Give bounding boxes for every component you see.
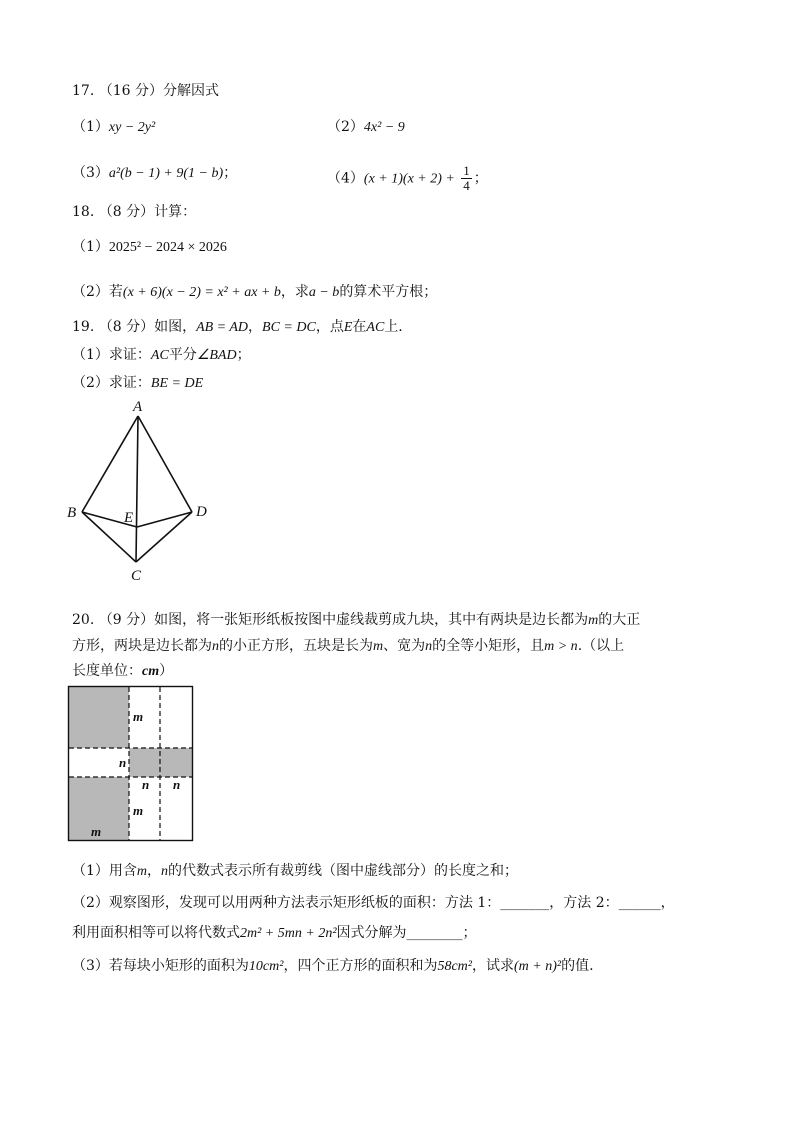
q20-part3	[72, 957, 594, 976]
q19-heading	[72, 318, 403, 337]
segment-ad	[138, 416, 192, 512]
q20-line2-c: 、宽为	[383, 638, 426, 654]
q17-part3	[72, 164, 237, 183]
q17-part4-expression: (x + 1)(x + 2) +	[363, 171, 455, 187]
fraction-numerator: 1	[463, 163, 470, 178]
kite-figure	[60, 394, 220, 586]
q19-heading-c: ，	[248, 319, 263, 335]
q20-part3-expr2: 58cm²	[437, 959, 472, 974]
q19-part1-mid: 平分	[168, 347, 197, 363]
q20-part3-b: ，四个正方形的面积和为	[283, 958, 438, 974]
q20-line1	[72, 611, 640, 630]
q18-part2-end: 的算术平方根；	[339, 284, 438, 300]
q17-part4-fraction	[461, 164, 472, 193]
q19-part1-expression2: ∠BAD	[196, 348, 237, 363]
q20-part2-line2-a: 利用面积相等可以将代数式	[72, 925, 240, 941]
q20-part1	[72, 862, 518, 881]
q20-line2-b: 的小正方形，五块是长为	[219, 638, 373, 654]
q17-part3-expression: a²(b − 1) + 9(1 − b)	[108, 166, 224, 181]
label-c: C	[131, 568, 142, 584]
q20-part1-b: ，	[147, 863, 162, 879]
q20-part2-line2-b: 因式分解为________；	[336, 925, 477, 941]
q18-part1-label: （1）	[72, 239, 109, 255]
q19-heading-a: 19. （8 分）如图，	[72, 319, 197, 335]
q20-line2-e: .（以上	[577, 638, 625, 654]
label-a: A	[133, 399, 143, 415]
q20-line1-var: m	[588, 613, 599, 628]
q19-part1-expression: AC	[150, 348, 169, 363]
q20-part1-n: n	[161, 864, 169, 879]
q20-part2: （2）观察图形，发现可以用两种方法表示矩形纸板的面积：方法 1：_______，方法 2：______，	[72, 895, 675, 911]
q17-part1	[72, 118, 155, 137]
q20-part1-c: 的代数式表示所有裁剪线（图中虚线部分）的长度之和；	[168, 863, 519, 879]
label-n-3: n	[173, 777, 181, 792]
q20-part3-expr3: (m + n)²	[513, 959, 562, 974]
q17-heading: 17. （16 分）分解因式	[72, 83, 219, 99]
q17-part3-end: ；	[223, 165, 238, 181]
q20-line3-text: 长度单位：	[72, 663, 142, 679]
q19-point-e: E	[343, 320, 353, 335]
q20-part3-a: （3）若每块小矩形的面积为	[72, 958, 249, 974]
q18-part1-expression: 2025² − 2024 × 2026	[108, 240, 227, 255]
q19-heading-g: 在	[352, 319, 367, 335]
segment-ab	[82, 416, 138, 512]
q19-condition-1: AB = AD	[196, 320, 249, 335]
q19-part2-expression: BE = DE	[150, 376, 204, 391]
q19-part2	[72, 374, 203, 393]
q20-line2-d: 的全等小矩形，且	[432, 638, 545, 654]
small-square-left	[129, 748, 160, 777]
q19-heading-i: 上.	[384, 319, 403, 335]
large-square-top	[69, 687, 129, 748]
q18-part2-expression2: a − b	[308, 285, 340, 300]
q17-part3-label: （3）	[72, 165, 109, 181]
q20-line2-n: n	[212, 639, 219, 654]
q20-part3-expr1: 10cm²	[248, 959, 284, 974]
q18-part2	[72, 283, 437, 302]
q17-part2	[327, 118, 405, 137]
q17-part2-expression: 4x² − 9	[363, 120, 405, 135]
label-m-1: m	[133, 709, 144, 724]
q19-part1-end: ；	[236, 347, 251, 363]
rectangle-board-figure	[67, 685, 195, 842]
q20-part2-expression: 2m² + 5mn + 2n²	[240, 926, 337, 941]
q20-line2-a: 方形，两块是边长都为	[72, 638, 212, 654]
label-b: B	[67, 505, 77, 521]
q19-part1-label: （1）求证：	[72, 347, 151, 363]
q19-segment-ac: AC	[366, 320, 385, 335]
q19-part2-label: （2）求证：	[72, 375, 151, 391]
q18-heading: 18. （8 分）计算：	[72, 204, 197, 220]
q19-heading-e: ，点	[315, 319, 344, 335]
label-e: E	[124, 510, 134, 526]
q17-part2-label: （2）	[327, 119, 364, 135]
q20-line1-text: 20. （9 分）如图，将一张矩形纸板按图中虚线裁剪成九块，其中有两块是边长都为	[72, 612, 589, 628]
label-n-1: n	[119, 755, 127, 770]
label-d: D	[196, 504, 207, 520]
q17-part1-label: （1）	[72, 119, 109, 135]
q17-part1-expression: xy − 2y²	[108, 120, 156, 135]
q17-part4-label: （4）	[327, 170, 364, 187]
q20-line2-expression: m > n	[544, 639, 578, 654]
q20-part3-d: 的值.	[561, 958, 594, 974]
label-m-2: m	[133, 803, 144, 818]
q20-part3-c: ，试求	[471, 958, 514, 974]
q20-line1-end: 的大正	[598, 612, 641, 628]
q20-part1-a: （1）用含	[72, 863, 137, 879]
q20-line3	[72, 662, 173, 681]
q17-part4-end: ；	[473, 170, 488, 187]
fraction-denominator: 4	[463, 178, 470, 193]
segment-ac	[136, 416, 138, 562]
q20-line3-unit: cm	[142, 664, 160, 679]
label-m-3: m	[91, 824, 102, 839]
small-square-right	[160, 748, 192, 777]
q20-line3-end: ）	[159, 663, 174, 679]
q17-part4	[327, 164, 488, 193]
q20-part1-m: m	[136, 864, 148, 879]
q19-part1	[72, 346, 251, 365]
label-n-2: n	[142, 777, 150, 792]
q18-part2-mid: ，求	[280, 284, 309, 300]
q19-condition-2: BC = DC	[262, 320, 316, 335]
q20-line2-m: m	[373, 639, 384, 654]
q18-part2-label: （2）若	[72, 284, 123, 300]
q20-line2-n2: n	[425, 639, 433, 654]
q20-line2	[72, 637, 624, 656]
q20-part2-line2	[72, 924, 477, 943]
q18-part1	[72, 238, 227, 257]
q18-part2-expression: (x + 6)(x − 2) = x² + ax + b	[122, 285, 281, 300]
